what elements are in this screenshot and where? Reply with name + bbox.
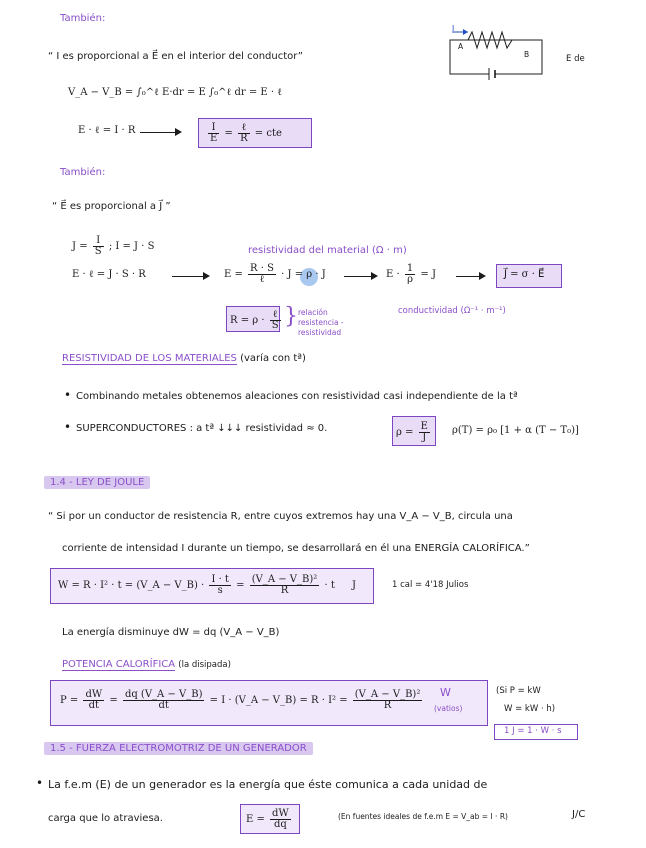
brace-icon: } [284, 304, 298, 329]
fem-line-1: La f.e.m (E) de un generador es la energía que éste comunica a cada unidad de [48, 778, 488, 791]
rho-symbol: ρ [306, 269, 313, 280]
frac-den: dq [273, 819, 287, 830]
work-post: · t [324, 580, 335, 591]
frac-num: I · t [211, 574, 229, 585]
eq-e-rho-j [224, 264, 326, 285]
bullet-superconductores: SUPERCONDUCTORES : a tª ↓↓↓ resistividad ≈ 0. [76, 423, 328, 434]
box-cte-content: $\frac{I}{E}$ = $\frac{\text{ℓ}}{R}$ = cte [210, 122, 282, 144]
joule-heading [44, 476, 150, 490]
frac-den: ρ [407, 274, 413, 285]
circuit-side-label: E de [566, 54, 585, 64]
energia-disminuye: La energía disminuye dW = dq (V_A − V_B) [62, 627, 280, 638]
frac-num: ℓ [238, 123, 250, 134]
work-pre: W = R · I² · t = (V_A − V_B) · [58, 580, 205, 591]
frac-num: I [93, 236, 104, 247]
relacion-line-1: relación [298, 308, 328, 317]
frac-num: I [208, 123, 219, 134]
work-unit: J [352, 580, 357, 591]
joule-paragraph-1: “ Si por un conductor de resistencia R, entre cuyos extremos hay una V_A − V_B, circula una [48, 511, 513, 522]
frac-num: 1 [406, 263, 414, 274]
frac-den: R [240, 133, 248, 144]
resistividad-title-note: (varía con tª) [240, 353, 306, 364]
quote-proporcional-e: “ I es proporcional a E⃗ en el interior del conductor” [48, 51, 303, 62]
bullet-icon: • [64, 420, 72, 434]
power-pre: P = [60, 695, 79, 706]
quote-e-prop-j: “ E⃗ es proporcional a J⃗ ” [52, 201, 171, 212]
frac-den: J [422, 432, 427, 443]
fem-pre: E = [246, 814, 265, 825]
fem-line-2: carga que lo atraviesa. [48, 813, 163, 824]
frac-num: (V_A − V_B)² [354, 689, 421, 700]
eq-el-jsr: E · ℓ = J · S · R [72, 269, 146, 280]
eq-el-ir: E · ℓ = I · R [78, 125, 136, 136]
arrow-icon [456, 276, 484, 277]
boxr-pre: R = ρ · [230, 315, 265, 326]
circuit-i-label: I [452, 24, 455, 33]
joule-ws: 1 J = 1 · W · s [504, 726, 562, 736]
resistividad-note: resistividad del material (Ω · m) [248, 245, 407, 256]
eq-j-lhs: J = [72, 241, 88, 252]
arrow-icon [344, 276, 376, 277]
fem-title: 1.5 - FUERZA ELECTROMOTRIZ DE UN GENERADOR [44, 742, 313, 755]
potencia-title: POTENCIA CALORÍFICA [62, 659, 176, 670]
eq-j-def [72, 236, 154, 257]
arrow-icon [172, 276, 208, 277]
potencia-heading [62, 658, 231, 672]
kw-note-2: W = kW · h) [504, 704, 556, 714]
arrow-icon [140, 132, 180, 133]
rho-temperature: ρ(T) = ρ₀ [1 + α (T − T₀)] [452, 425, 579, 436]
box-power-content [60, 690, 424, 711]
circuit-b-label: B [524, 50, 530, 59]
box-work-content [58, 575, 356, 596]
frac-den: ℓ [259, 274, 265, 285]
box-fem-content [246, 809, 293, 830]
relacion-line-2: resistencia - [298, 318, 344, 327]
box-rho-ej-content [396, 422, 432, 443]
power-unit: W [440, 686, 451, 699]
fem-ideal-note: (En fuentes ideales de f.e.m E = V_ab = I · R) [338, 812, 508, 821]
fem-unit: J/C [572, 809, 586, 820]
frac-num: (V_A − V_B)² [251, 574, 318, 585]
resistividad-title: RESISTIVIDAD DE LOS MATERIALES [62, 353, 237, 364]
frac-den: S [271, 320, 279, 331]
kw-note-1: (Si P = kW [496, 686, 541, 696]
frac-num: dq (V_A − V_B) [124, 689, 203, 700]
frac-den: dt [158, 700, 169, 711]
frac-den: R [383, 700, 392, 711]
eq-j-rhs: ; I = J · S [108, 241, 155, 252]
box-ohm-law-text: J⃗ = σ · E⃗ [504, 269, 545, 280]
resistividad-heading [62, 352, 306, 366]
fem-heading [44, 742, 313, 756]
frac-den: s [217, 585, 223, 596]
frac-num: dW [85, 689, 103, 700]
rho-pre: ρ = [396, 427, 414, 438]
frac-num: ℓ [270, 310, 281, 321]
tambien-heading-1: También: [60, 13, 106, 24]
joule-title: 1.4 - LEY DE JOULE [44, 476, 150, 489]
eq-e-over-rho [386, 264, 436, 285]
circuit-a-label: A [458, 42, 464, 51]
bullet-icon: • [64, 388, 72, 402]
relacion-note [298, 308, 344, 338]
potencia-note: (la disipada) [178, 660, 231, 670]
frac-den: R [280, 585, 289, 596]
conductividad-note: conductividad (Ω⁻¹ · m⁻¹) [398, 306, 506, 316]
eq-e-pre: E = [224, 269, 243, 280]
bullet-aleaciones: Combinando metales obtenemos aleaciones con resistividad casi independiente de la tª [76, 391, 518, 402]
frac-den: dt [88, 700, 100, 711]
eq-e-post: · J = [281, 269, 304, 280]
eq-e-end: · J [315, 269, 326, 280]
tambien-heading-2: También: [60, 167, 106, 178]
relacion-line-3: resistividad [298, 328, 342, 337]
caloria-note: 1 cal = 4'18 Julios [392, 580, 469, 590]
work-eq: = [236, 580, 245, 591]
eq-e2-pre: E · [386, 269, 400, 280]
frac-num: dW [272, 808, 289, 819]
eq-integral: V_A − V_B = ∫₀^ℓ E·dr = E ∫₀^ℓ dr = E · ℓ [68, 87, 283, 98]
cte-text: = cte [254, 128, 282, 139]
frac-num: R · S [250, 263, 274, 274]
frac-den: E [210, 133, 218, 144]
box-r-rho-content [230, 310, 283, 331]
frac-den: S [94, 246, 102, 257]
power-eq: = [109, 695, 118, 706]
power-unit-note: (vatios) [434, 704, 463, 713]
bullet-icon: • [36, 776, 44, 790]
frac-num: E [420, 421, 428, 432]
joule-paragraph-2: corriente de intensidad I durante un tiempo, se desarrollará en él una ENERGÍA CALORÍFICA.” [62, 543, 530, 554]
power-mid: = I · (V_A − V_B) = R · I² = [209, 695, 348, 706]
eq-e2-post: = J [420, 269, 436, 280]
